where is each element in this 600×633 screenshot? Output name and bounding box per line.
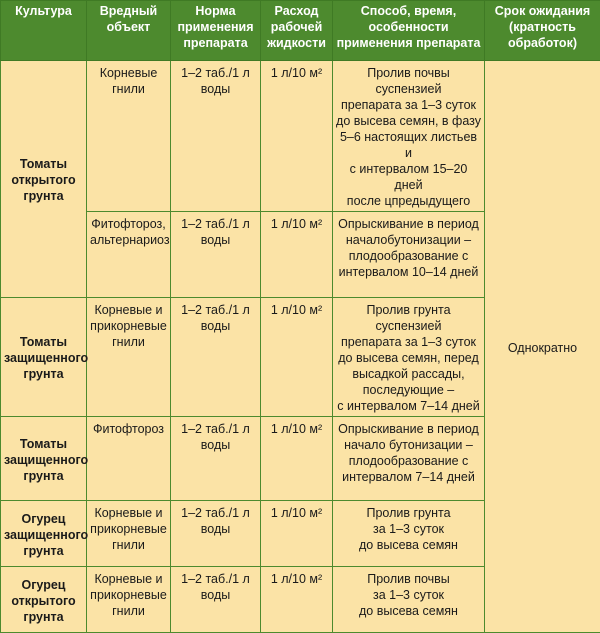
dose-cell: 1–2 таб./1 л воды — [171, 212, 261, 298]
method-cell: Опрыскивание в период начало бутонизации – плодообразование с интервалом 7–14 дней — [333, 417, 485, 501]
pest-cell: Фитофтороз, альтернариоз — [87, 212, 171, 298]
header-crop: Культура — [1, 1, 87, 61]
wait-cell: Однократно — [485, 61, 600, 633]
pest-cell: Корневые гнили — [87, 61, 171, 212]
flow-cell: 1 л/10 м² — [261, 567, 333, 633]
pest-cell: Корневые и прикорневые гнили — [87, 501, 171, 567]
header-wait: Срок ожидания (кратность обработок) — [485, 1, 600, 61]
crop-cell: Огурец защищенного грунта — [1, 501, 87, 567]
dose-cell: 1–2 таб./1 л воды — [171, 501, 261, 567]
dose-cell: 1–2 таб./1 л воды — [171, 567, 261, 633]
method-cell: Опрыскивание в период началобутонизации – плодообразование с интервалом 10–14 дней — [333, 212, 485, 298]
header-flow: Расход рабочей жидкости — [261, 1, 333, 61]
flow-cell: 1 л/10 м² — [261, 212, 333, 298]
flow-cell: 1 л/10 м² — [261, 298, 333, 417]
crop-cell: Томаты защищенного грунта — [1, 417, 87, 501]
header-dose: Норма применения препарата — [171, 1, 261, 61]
flow-cell: 1 л/10 м² — [261, 501, 333, 567]
table-row — [1, 61, 600, 212]
method-cell: Пролив грунта суспензией препарата за 1–3 суток до высева семян, перед высадкой рассады, последующие – с интервалом 7–14 дней — [333, 298, 485, 417]
method-cell: Пролив грунта за 1–3 суток до высева семян — [333, 501, 485, 567]
method-cell: Пролив почвы суспензией препарата за 1–3 суток до высева семян, в фазу 5–6 настоящих листьев и с интервалом 15–20 дней после цпредыдущего — [333, 61, 485, 212]
pest-cell: Фитофтороз — [87, 417, 171, 501]
dose-cell: 1–2 таб./1 л воды — [171, 298, 261, 417]
crop-cell: Томаты защищенного грунта — [1, 298, 87, 417]
crop-cell: Томаты открытого грунта — [1, 61, 87, 298]
header-pest: Вредный объект — [87, 1, 171, 61]
flow-cell: 1 л/10 м² — [261, 61, 333, 212]
header-method: Способ, время, особенности применения препарата — [333, 1, 485, 61]
dose-cell: 1–2 таб./1 л воды — [171, 61, 261, 212]
pest-cell: Корневые и прикорневые гнили — [87, 567, 171, 633]
header-row — [1, 1, 600, 61]
flow-cell: 1 л/10 м² — [261, 417, 333, 501]
method-cell: Пролив почвы за 1–3 суток до высева семян — [333, 567, 485, 633]
dose-cell: 1–2 таб./1 л воды — [171, 417, 261, 501]
crop-cell: Огурец открытого грунта — [1, 567, 87, 633]
pest-cell: Корневые и прикорневые гнили — [87, 298, 171, 417]
